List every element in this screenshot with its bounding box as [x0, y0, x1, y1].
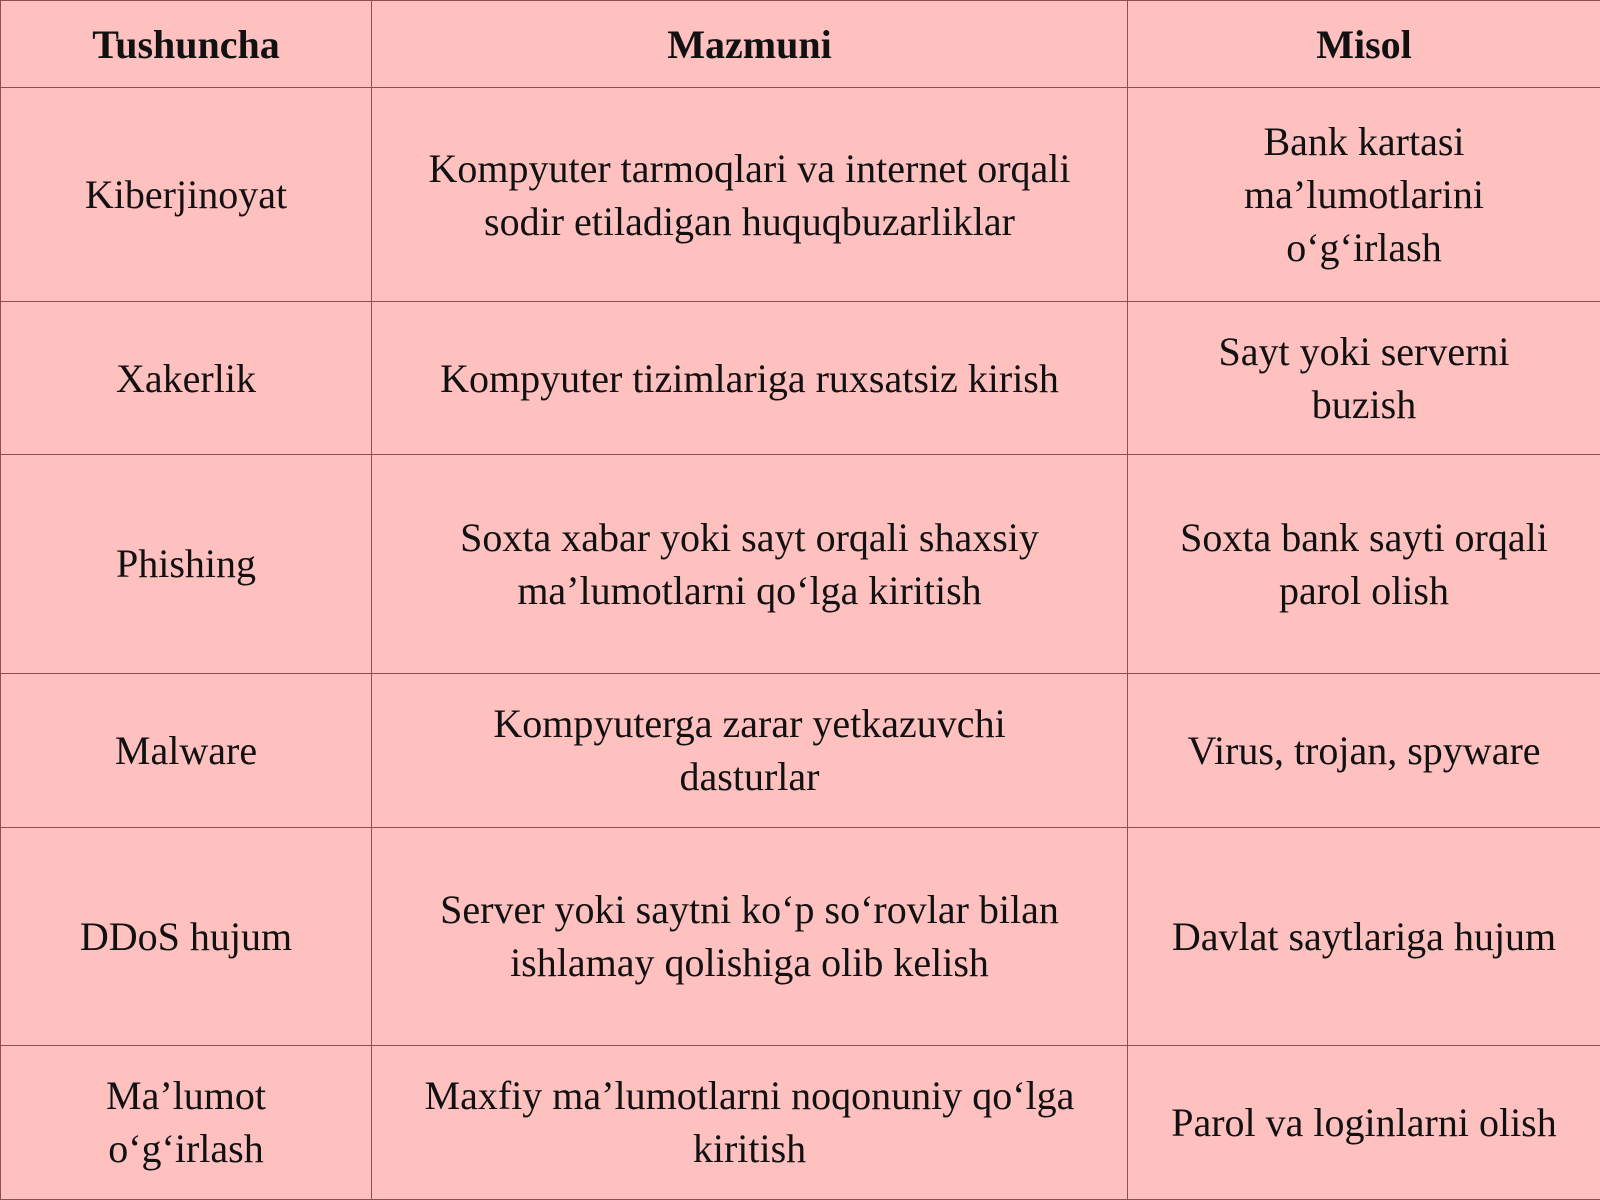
example-cell: Parol va loginlarni olish — [1128, 1045, 1600, 1199]
term-cell: Xakerlik — [1, 302, 372, 455]
term-cell: Kiberjinoyat — [1, 88, 372, 302]
example-cell: Davlat saytlariga hujum — [1128, 827, 1600, 1045]
table-row — [1, 827, 1600, 1045]
term-cell: Phishing — [1, 455, 372, 673]
term-cell: Malware — [1, 673, 372, 827]
meaning-cell: Server yoki saytni ko‘p so‘rovlar bilan ishlamay qolishiga olib kelish — [372, 827, 1128, 1045]
header-meaning: Mazmuni — [372, 1, 1128, 88]
meaning-cell: Kompyuter tizimlariga ruxsatsiz kirish — [372, 302, 1128, 455]
table-row — [1, 673, 1600, 827]
header-row — [1, 1, 1600, 88]
example-cell: Bank kartasi ma’lumotlarini o‘g‘irlash — [1128, 88, 1600, 302]
term-cell: Ma’lumot o‘g‘irlash — [1, 1045, 372, 1199]
example-cell: Soxta bank sayti orqali parol olish — [1128, 455, 1600, 673]
meaning-cell: Kompyuter tarmoqlari va internet orqali sodir etiladigan huquqbuzarliklar — [372, 88, 1128, 302]
meaning-cell: Kompyuterga zarar yetkazuvchi dasturlar — [372, 673, 1128, 827]
table-row — [1, 455, 1600, 673]
meaning-cell: Soxta xabar yoki sayt orqali shaxsiy ma’lumotlarni qo‘lga kiritish — [372, 455, 1128, 673]
header-example: Misol — [1128, 1, 1600, 88]
table-row — [1, 88, 1600, 302]
table-row — [1, 1045, 1600, 1199]
example-cell: Sayt yoki serverni buzish — [1128, 302, 1600, 455]
header-term: Tushuncha — [1, 1, 372, 88]
term-cell: DDoS hujum — [1, 827, 372, 1045]
meaning-cell: Maxfiy ma’lumotlarni noqonuniy qo‘lga kiritish — [372, 1045, 1128, 1199]
table-row — [1, 302, 1600, 455]
example-cell: Virus, trojan, spyware — [1128, 673, 1600, 827]
